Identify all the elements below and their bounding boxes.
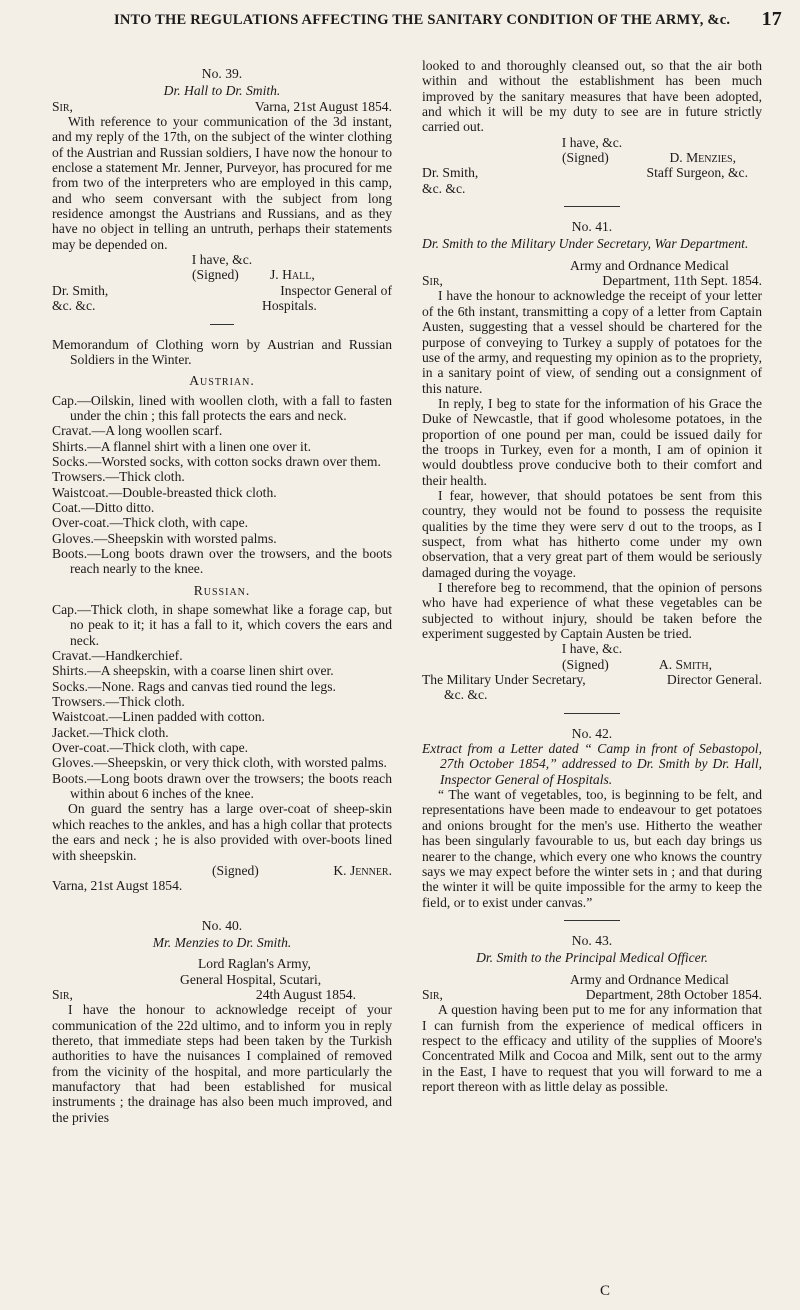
place-date: Varna, 21st Augst 1854. xyxy=(52,878,183,894)
signer: J. Hall, xyxy=(270,267,315,283)
etc: &c. &c. xyxy=(52,298,96,314)
clothing-item: Cravat.—Handkerchief. xyxy=(52,648,183,664)
signer: A. Smith, xyxy=(658,656,712,672)
place-date: Varna, 21st August 1854. xyxy=(254,98,392,114)
closing: I have, &c. xyxy=(191,252,253,268)
signed-label: (Signed) xyxy=(192,267,239,283)
etc: &c. &c. xyxy=(422,180,466,196)
clothing-item: Gloves.—Sheepskin, or very thick cloth, with worsted palms. xyxy=(52,755,387,771)
running-head xyxy=(30,8,782,30)
letter-title: Mr. Menzies to Dr. Smith. xyxy=(152,934,292,950)
salutation: Sir, xyxy=(422,986,443,1002)
separator xyxy=(564,713,620,714)
guard-note: On guard the sentry has a large over-coat of sheep-skin which reaches to the ankles, and has a high collar that protects the ears and neck ; he is also provided with over-boots lined with sheepskin. xyxy=(52,801,392,863)
letter-body: I therefore beg to recommend, that the opinion of persons who have had experience of what these vegetables can be subjected to without injury, should be taken before the experiment suggested by Captain Austen be tried. xyxy=(422,580,762,642)
clothing-item: Trowsers.—Thick cloth. xyxy=(52,469,185,485)
clothing-item: Boots.—Long boots drawn over the trowsers; the boots reach within about 6 inches of the knee. xyxy=(52,770,392,802)
address-line: Lord Raglan's Army, xyxy=(198,956,311,972)
letter-number: No. 43. xyxy=(571,932,613,948)
clothing-item: Waistcoat.—Double-breasted thick cloth. xyxy=(52,484,277,500)
signed-label: (Signed) xyxy=(562,150,609,166)
running-head-title: INTO THE REGULATIONS AFFECTING THE SANITARY CONDITION OF THE ARMY, &c. xyxy=(114,12,731,28)
address-line: General Hospital, Scutari, xyxy=(180,971,322,987)
clothing-item: Over-coat.—Thick cloth, with cape. xyxy=(52,740,249,756)
separator xyxy=(564,206,620,207)
letter-body: With reference to your communication of the 3d instant, and my reply of the 17th, on the subject of the winter clothing of the Austrian and Russian soldiers, I have now the honour to enclose a statement Mr. Jenner, Purveyor, has procured for me from two of the interpreters who are employed in this camp, and who seem conversant with the subject from long residence amongst the Austrians and Russians, and as they have no object in telling an untruth, perhaps their statements may be depended on. xyxy=(52,114,392,252)
clothing-item: Waistcoat.—Linen padded with cotton. xyxy=(52,709,265,725)
letter-title: Dr. Smith to the Military Under Secretary, War Department. xyxy=(422,236,749,252)
address-line: Army and Ordnance Medical xyxy=(570,257,729,273)
clothing-item: Socks.—None. Rags and canvas tied round the legs. xyxy=(52,678,336,694)
salutation: Sir, xyxy=(52,986,73,1002)
salutation-row xyxy=(52,99,392,114)
left-column xyxy=(52,62,392,1125)
letter-number: No. 39. xyxy=(201,66,243,81)
clothing-item: Gloves.—Sheepskin with worsted palms. xyxy=(52,530,277,546)
memorandum-title: Memorandum of Clothing worn by Austrian and Russian Soldiers in the Winter. xyxy=(52,336,392,367)
letter-title: Dr. Smith to the Principal Medical Officer. xyxy=(476,950,708,966)
address-line: Department, 11th Sept. 1854. xyxy=(602,273,762,289)
letter-body: I have the honour to acknowledge the receipt of your letter of the 6th instant, transmitting a copy of a letter from Captain Austen, suggesting that a vessel should be chartered for the purpose of conveying to Turkey a supply of potatoes for the use of the army, and requesting my opinion as to the propriety, in a sanitary point of view, of sending out a consignment of this nature. xyxy=(422,288,762,396)
clothing-item: Shirts.—A sheepskin, with a coarse linen shirt over. xyxy=(52,663,334,679)
signer-role-cont: Hospitals. xyxy=(262,298,317,314)
clothing-item: Cap.—Oilskin, lined with woollen cloth, with a fall to fasten under the chin ; this fall protects the ears and neck. xyxy=(52,392,392,423)
addressee: Dr. Smith, xyxy=(52,282,109,298)
letter-title: Dr. Hall to Dr. Smith. xyxy=(163,83,281,99)
separator xyxy=(210,324,234,325)
signer: K. Jenner. xyxy=(333,862,392,878)
clothing-item: Over-coat.—Thick cloth, with cape. xyxy=(52,515,249,531)
etc: &c. &c. xyxy=(444,687,488,703)
clothing-item: Boots.—Long boots drawn over the trowsers, and the boots reach nearly to the knee. xyxy=(52,545,392,577)
signature-mark: C xyxy=(600,1283,611,1299)
section-heading-russian: Russian. xyxy=(193,582,251,598)
clothing-item: Shirts.—A flannel shirt with a linen one over it. xyxy=(52,438,311,454)
signed-label: (Signed) xyxy=(562,656,609,672)
page-number: 17 xyxy=(761,8,782,30)
signer: D. Menzies, xyxy=(669,150,736,166)
addressee: The Military Under Secretary, xyxy=(422,672,586,688)
letter-body: “ The want of vegetables, too, is beginning to be felt, and representations have been made to endeavour to get potatoes and onions brought for the men's use. Hitherto the weather has been singularly favourable to us, but each day brings us nearer to the change, which every one who knows the country says we may expect before the winter sets in ; and that during the winter it will be quite impossible for the army to keep the field, or to exist under canvas.” xyxy=(422,787,762,910)
letter-number: No. 40. xyxy=(201,917,243,933)
letter-number: No. 41. xyxy=(571,219,613,235)
section-heading-austrian: Austrian. xyxy=(189,373,255,389)
clothing-item: Cap.—Thick cloth, in shape somewhat like a forage cap, but no peak to it; it has a fall to it, which covers the ears and neck. xyxy=(52,602,392,648)
letter-date: 24th August 1854. xyxy=(255,986,356,1002)
clothing-item: Trowsers.—Thick cloth. xyxy=(52,694,185,710)
clothing-item: Socks.—Worsted socks, with cotton socks drawn over them. xyxy=(52,453,381,469)
clothing-item: Cravat.—A long woollen scarf. xyxy=(52,423,223,439)
signer-role: Director General. xyxy=(666,672,762,688)
address-line: Army and Ordnance Medical xyxy=(570,971,729,987)
signer-role: Staff Surgeon, &c. xyxy=(646,165,748,181)
letter-body: looked to and thoroughly cleansed out, so that the air both within and without the establishment has been much improved by the sanitary measures that have been adopted, and which it will be my duty to see are in future strictly carried out. xyxy=(422,58,762,135)
salutation: Sir, xyxy=(422,273,443,289)
letter-body: I have the honour to acknowledge receipt of your communication of the 22d ultimo, and to inform you in reply thereto, that immediate steps had been taken by the Turkish authorities to have the nuisances I complained of removed from the vicinity of the hospital, and more particularly the manufactory that had been established for musical instruments ; the drainage has also been much improved, and the privies xyxy=(52,1002,392,1125)
address-line: Department, 28th October 1854. xyxy=(585,986,762,1002)
closing: I have, &c. xyxy=(561,641,623,657)
extract-title: Extract from a Letter dated “ Camp in front of Sebastopol, 27th October 1854,” addressed to Dr. Smith by Dr. Hall, Inspector General of Hospitals. xyxy=(422,741,762,787)
salutation: Sir, xyxy=(52,98,73,114)
signer-role: Inspector General of xyxy=(280,282,392,298)
addressee: Dr. Smith, xyxy=(422,165,479,181)
letter-body: I fear, however, that should potatoes be sent from this country, they would not be found to possess the requisite qualities by the time they were serv d out to the troops, as I suspect, from what has hitherto come under my own observation, that a very great part of them would be seriously damaged during the voyage. xyxy=(422,487,762,580)
clothing-item: Jacket.—Thick cloth. xyxy=(52,724,169,740)
letter-body: A question having been put to me for any information that I can furnish from the experience of medical officers in respect to the efficacy and utility of the supplies of Moore's Concentrated Milk and Cocoa and Milk, sent out to the army in the East, I have to request that you will forward to me a report thereon with as little delay as possible. xyxy=(422,1002,762,1094)
clothing-item: Coat.—Ditto ditto. xyxy=(52,499,155,515)
right-column xyxy=(422,58,762,1094)
letter-body: In reply, I beg to state for the information of his Grace the Duke of Newcastle, that if good wholesome potatoes, in the proportion of one pound per man, could be issued daily for the troops in Turkey, even for a month, I am of opinion it would doubtless prove conducive both to their comfort and their health. xyxy=(422,395,762,488)
separator xyxy=(564,920,620,921)
closing: I have, &c. xyxy=(561,134,623,150)
signed-label: (Signed) xyxy=(212,862,259,878)
letter-number: No. 42. xyxy=(571,725,613,741)
